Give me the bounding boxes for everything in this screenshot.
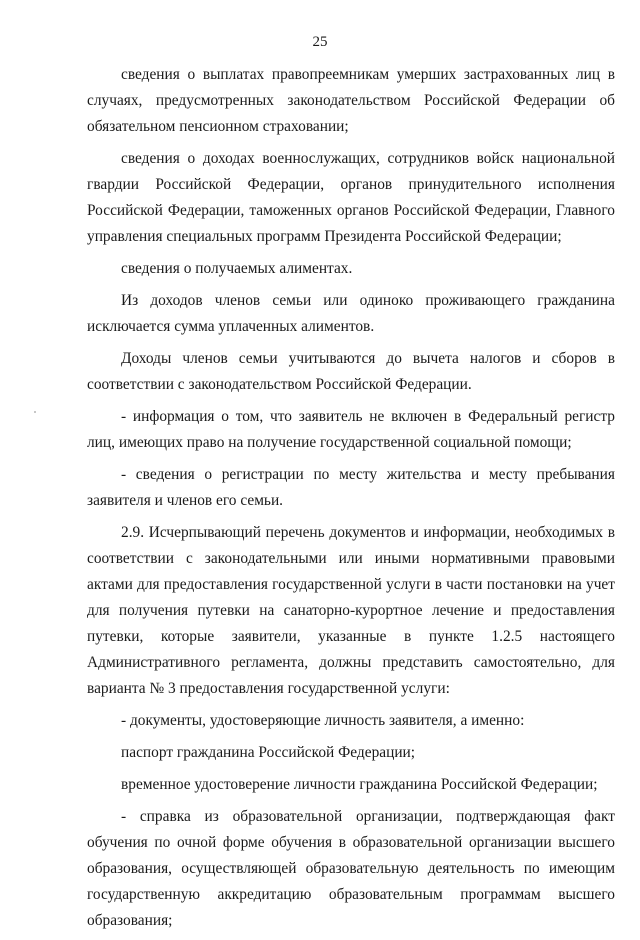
document-body [87,62,615,940]
paragraph-education-certificate: - справка из образовательной организации, подтверждающая факт обучения по очной форме обучения в образовательной организации высшего образования, осуществляющей образовательную деятельность по имеющим государственную аккредитацию образовательным программам высшего образования; [87,808,615,929]
paragraph-pension-payments: сведения о выплатах правопреемникам умерших застрахованных лиц в случаях, предусмотренных законодательством Российской Федерации об обязательном пенсионном страховании; [87,66,615,135]
page-number: 25 [312,34,328,50]
paragraph-federal-register: - информация о том, что заявитель не включен в Федеральный регистр лиц, имеющих право на получение государственной социальной помощи; [87,408,615,451]
paragraph-passport: паспорт гражданина Российской Федерации; [121,744,416,761]
paragraph-alimony-received: сведения о получаемых алиментах. [121,260,353,277]
paragraph-section-2-9: 2.9. Исчерпывающий перечень документов и информации, необходимых в соответствии с законодательными или иными нормативными правовыми актами для предоставления государственной услуги в части постановки на учет для получения путевки на санаторно-курортное лечение и предоставления путевки, которые заявители, указанные в пункте 1.2.5 настоящего Административного регламента, должны представить самостоятельно, для варианта № 3 предоставления государственной услуги: [87,524,615,697]
paragraph-alimony-excluded: Из доходов членов семьи или одиноко проживающего гражданина исключается сумма уплаченных алиментов. [87,292,615,335]
scan-speck [34,411,36,413]
paragraph-temporary-id: временное удостоверение личности гражданина Российской Федерации; [121,776,598,793]
paragraph-income-before-tax: Доходы членов семьи учитываются до вычета налогов и сборов в соответствии с законодательством Российской Федерации. [87,350,615,393]
paragraph-identity-documents: - документы, удостоверяющие личность заявителя, а именно: [121,712,525,729]
paragraph-military-income: сведения о доходах военнослужащих, сотрудников войск национальной гвардии Российской Федерации, органов принудительного исполнения Российской Федерации, таможенных органов Российской Федерации, Главного управления специальных программ Президента Российской Федерации; [87,150,615,245]
paragraph-registration-info: - сведения о регистрации по месту жительства и месту пребывания заявителя и членов его семьи. [87,466,615,509]
